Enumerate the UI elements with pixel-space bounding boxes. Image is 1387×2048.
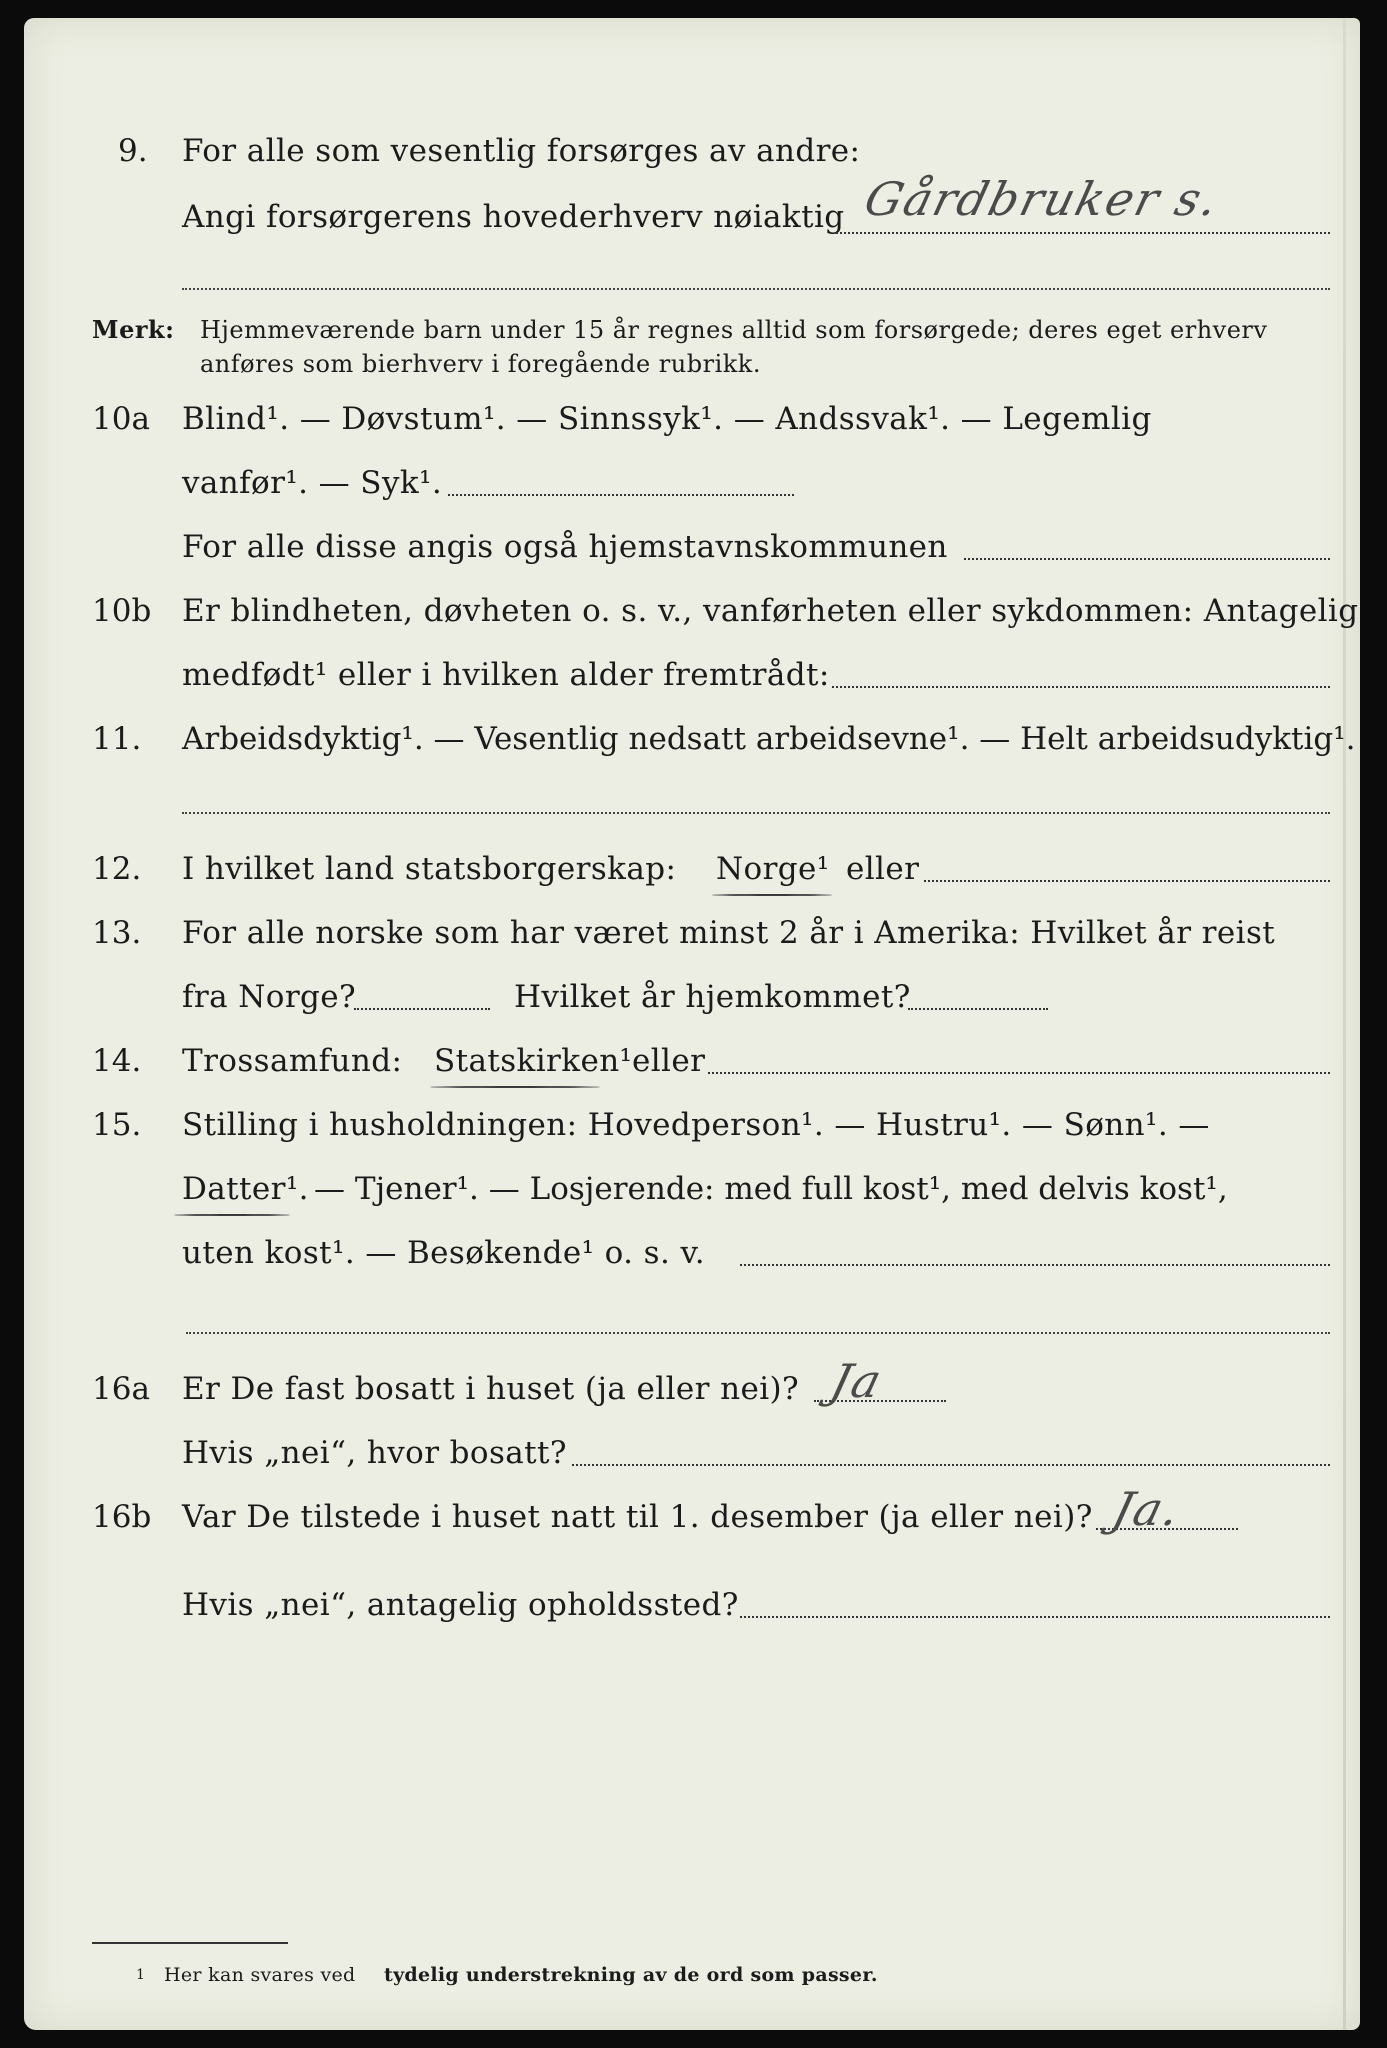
footnote-rule: [92, 1942, 288, 1944]
q10b-line2: medfødt¹ eller i hvilken alder fremtrådt:: [182, 657, 830, 693]
q13-hjemkommet-line: [908, 1008, 1048, 1010]
q10a-syk-line: [448, 494, 794, 496]
q10a-kommune-line: [964, 558, 1330, 560]
q12-text-a: I hvilket land statsborgerskap:: [182, 851, 677, 887]
q10b-number: 10b: [92, 593, 152, 629]
q15-besokende-line: [740, 1264, 1330, 1266]
q12-text-c: eller: [846, 851, 920, 887]
q14-answer-line: [708, 1072, 1330, 1074]
q10a-line2: vanfør¹. — Syk¹.: [182, 465, 443, 501]
q12-answer-line: [924, 880, 1330, 882]
q13-line2b: Hvilket år hjemkommet?: [514, 979, 911, 1015]
q10b-line1: Er blindheten, døvheten o. s. v., vanførheten eller sykdommen: Antagelig: [182, 593, 1359, 629]
q12-number: 12.: [92, 851, 142, 887]
census-form-page: [24, 18, 1360, 2030]
q13-number: 13.: [92, 915, 142, 951]
q15-datter: Datter¹.: [182, 1171, 309, 1207]
q12-norge: Norge¹: [716, 851, 830, 887]
q16b-line1: Var De tilstede i huset natt til 1. desember (ja eller nei)?: [182, 1499, 1093, 1535]
q9-line2: Angi forsørgerens hovederhverv nøiaktig: [182, 199, 845, 235]
q9-handwritten-answer: Gårdbruker s.: [859, 172, 1226, 226]
footnote-mark: 1: [136, 1967, 146, 1983]
q16b-number: 16b: [92, 1499, 152, 1535]
merk-label: Merk:: [92, 315, 175, 344]
q9-line1: For alle som vesentlig forsørges av andre:: [182, 133, 861, 169]
q14-statskirken-underline: [430, 1086, 600, 1088]
q15-line1: Stilling i husholdningen: Hovedperson¹. — Hustru¹. — Sønn¹. —: [182, 1107, 1210, 1143]
q16b-handwritten-answer: Ja.: [1107, 1482, 1188, 1536]
q16a-number: 16a: [92, 1371, 150, 1407]
footnote-text-b: tydelig understrekning av de ord som passer.: [384, 1964, 878, 1986]
q14-number: 14.: [92, 1043, 142, 1079]
q9-answer-line: [836, 232, 1330, 234]
q16a-line1: Er De fast bosatt i huset (ja eller nei)?: [182, 1371, 800, 1407]
q15-extra-line: [186, 1332, 1330, 1334]
q11-number: 11.: [92, 721, 142, 757]
q13-line2a: fra Norge?: [182, 979, 357, 1015]
merk-line1: Hjemmeværende barn under 15 år regnes alltid som forsørgede; deres eget erhverv: [200, 316, 1268, 344]
q13-reist-line: [354, 1008, 490, 1010]
q11-answer-line: [182, 812, 1330, 814]
q10a-line3: For alle disse angis også hjemstavnskommunen: [182, 529, 948, 565]
q14-text-a: Trossamfund:: [182, 1043, 403, 1079]
q9-number: 9.: [118, 133, 148, 169]
q16b-line2: Hvis „nei“, antagelig opholdssted?: [182, 1587, 739, 1623]
page-edge: [1343, 18, 1346, 2030]
q16a-bosatt-line: [572, 1464, 1330, 1466]
q10b-answer-line: [832, 686, 1330, 688]
q15-line2b: — Tjener¹. — Losjerende: med full kost¹, med delvis kost¹,: [314, 1171, 1228, 1207]
q11-line1: Arbeidsdyktig¹. — Vesentlig nedsatt arbeidsevne¹. — Helt arbeidsudyktig¹.: [182, 721, 1356, 757]
q15-number: 15.: [92, 1107, 142, 1143]
q12-norge-underline: [712, 894, 832, 896]
q13-line1: For alle norske som har været minst 2 år i Amerika: Hvilket år reist: [182, 915, 1276, 951]
footnote-text-a: Her kan svares ved: [164, 1964, 356, 1986]
q10a-number: 10a: [92, 401, 150, 437]
q15-datter-underline: [174, 1214, 290, 1216]
q16b-opholdssted-line: [740, 1616, 1330, 1618]
q14-statskirken: Statskirken¹: [434, 1043, 633, 1079]
q16a-handwritten-answer: Ja: [825, 1354, 889, 1408]
q10a-line1: Blind¹. — Døvstum¹. — Sinnssyk¹. — Andssvak¹. — Legemlig: [182, 401, 1152, 437]
q14-text-c: eller: [632, 1043, 706, 1079]
q16a-line2: Hvis „nei“, hvor bosatt?: [182, 1435, 567, 1471]
q15-line3: uten kost¹. — Besøkende¹ o. s. v.: [182, 1235, 705, 1271]
q9-extra-line: [182, 288, 1330, 290]
merk-line2: anføres som bierhverv i foregående rubrikk.: [200, 350, 761, 378]
